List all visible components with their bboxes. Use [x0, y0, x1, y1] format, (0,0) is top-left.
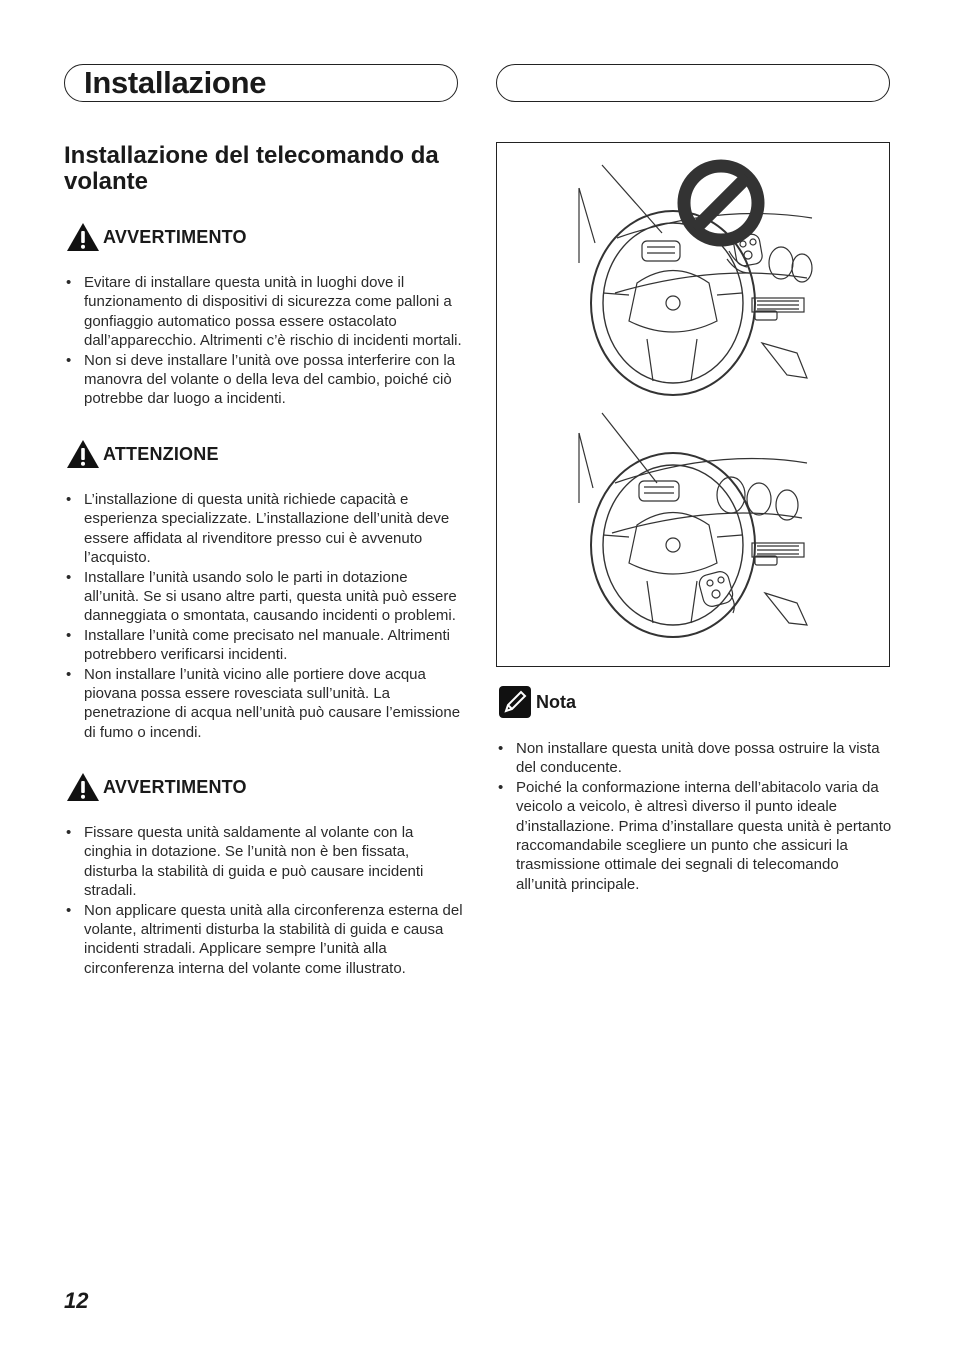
steering-wheel-top — [579, 165, 812, 395]
note-pencil-icon — [498, 685, 532, 719]
list-item: • Non installare l’unità vicino alle portiere dove acqua piovana possa essere rovesciata sull’unità. La penetrazione di acqua nell’unità può causare l’emissione di fumo o incendi. — [64, 665, 464, 743]
section-title: Installazione del telecomando da volante — [64, 142, 439, 195]
caution-label: ATTENZIONE — [103, 443, 219, 464]
warning-label-2: AVVERTIMENTO — [103, 776, 247, 797]
page-number: 12 — [64, 1288, 89, 1313]
note-heading — [498, 684, 576, 720]
list-item: • Installare l’unità come precisato nel manuale. Altrimenti potrebbero verificarsi incidenti. — [64, 626, 464, 665]
list-item: • Installare l’unità usando solo le parti in dotazione all’unità. Se si usano altre parti, questa unità può essere danneggiata o smontata, causando incidenti o problemi. — [64, 568, 464, 626]
list-item: • Poiché la conformazione interna dell’abitacolo varia da veicolo a veicolo, è altresì diverso il punto ideale d’installazione. Prima d’installare questa unità è pertanto raccomandabile scegliere un punto che assicuri la trasmissione ottimale dei segnali di telecomando all’unità principale. — [496, 778, 892, 894]
list-item: • Non si deve installare l’unità ove possa interferire con la manovra del volante o della leva del cambio, poiché ciò potrebbe dar luogo a incidenti. — [64, 351, 464, 409]
steering-wheel-bottom — [579, 413, 807, 637]
warning-heading-1 — [66, 222, 247, 252]
caution-heading — [66, 439, 219, 469]
note-list — [496, 739, 892, 894]
steering-wheel-illustration — [497, 143, 888, 665]
warning-label-1: AVVERTIMENTO — [103, 226, 247, 247]
warning-heading-2 — [66, 772, 247, 802]
warning-triangle-icon — [66, 439, 100, 469]
warning-triangle-icon — [66, 222, 100, 252]
list-item: • L’installazione di questa unità richiede capacità e esperienza specializzate. L’installazione dell’unità deve essere affidata al rivenditore presso cui è avvenuto l’acquisto. — [64, 490, 464, 568]
warning-list-1 — [64, 273, 464, 409]
header-tab-right — [496, 64, 890, 102]
note-label: Nota — [536, 691, 576, 712]
warning-triangle-icon — [66, 772, 100, 802]
list-item: • Non installare questa unità dove possa ostruire la vista del conducente. — [496, 739, 892, 778]
installation-figure — [496, 142, 890, 667]
page-title: Installazione — [84, 65, 267, 100]
list-item: • Non applicare questa unità alla circonferenza esterna del volante, altrimenti disturba la stabilità di guida e causa incidenti stradali. Applicare sempre l’unità alla circonferenza interna del volante come illustrato. — [64, 901, 464, 979]
list-item: • Evitare di installare questa unità in luoghi dove il funzionamento di dispositivi di sicurezza come palloni a gonfiaggio automatico possa essere ostacolato dall’apparecchio. Altrimenti c’è rischio di incidenti mortali. — [64, 273, 464, 351]
list-item: • Fissare questa unità saldamente al volante con la cinghia in dotazione. Se l’unità non è ben fissata, disturba la stabilità di guida e può causare incidenti stradali. — [64, 823, 464, 901]
warning-list-2 — [64, 823, 464, 978]
caution-list — [64, 490, 464, 742]
